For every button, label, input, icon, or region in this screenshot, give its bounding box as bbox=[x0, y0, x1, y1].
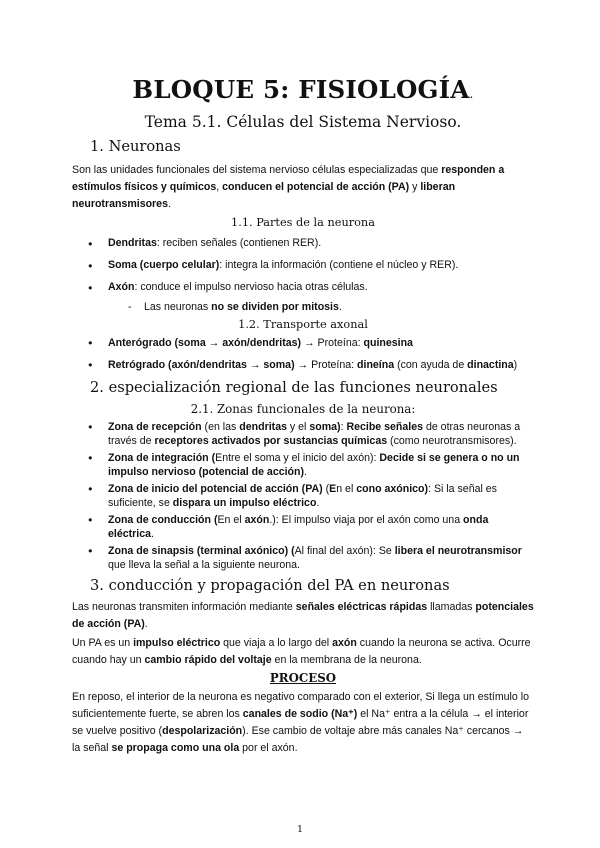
transporte-list bbox=[72, 336, 534, 372]
section-1-intro: Son las unidades funcionales del sistema nervioso células especializadas que responden a estímulos físicos y químicos, conducen el potencial de acción (PA) y liberan neurotransmisores. bbox=[72, 164, 505, 210]
partes-heading: 1.1. Partes de la neurona bbox=[231, 216, 375, 229]
list-item: ● Axón: conduce el impulso nervioso hacia otras células. bbox=[72, 279, 534, 296]
zonas-heading: 2.1. Zonas funcionales de la neurona: bbox=[190, 401, 416, 416]
zonas-list bbox=[72, 420, 534, 573]
list-item: ● Retrógrado (axón/dendritas → soma) → Proteína: dineína (con ayuda de dinactina) bbox=[72, 358, 534, 373]
section-3-heading: 3. conducción y propagación del PA en neuronas bbox=[90, 576, 450, 594]
section-3-paragraph-1: Las neuronas transmiten información mediante señales eléctricas rápidas llamadas potenciales de acción (PA). bbox=[72, 601, 534, 631]
main-title-text: BLOQUE 5: FISIOLOGÍA bbox=[132, 75, 470, 104]
main-title bbox=[72, 76, 534, 104]
section-1-heading: 1. Neuronas bbox=[90, 137, 181, 155]
list-item: ● Zona de integración (Entre el soma y el inicio del axón): Decide si se genera o no un impulso nervioso (potencial de acción). bbox=[72, 451, 534, 480]
main-title-dot: . bbox=[469, 87, 474, 101]
list-item: ● Zona de inicio del potencial de acción (PA) (En el cono axónico): Si la señal es suficiente, se dispara un impulso eléctrico. bbox=[72, 482, 534, 511]
list-item: ● Zona de sinapsis (terminal axónico) (Al final del axón): Se libera el neurotransmisor que lleva la señal a la siguiente neurona. bbox=[72, 544, 534, 573]
sub-list-item: - Las neuronas no se dividen por mitosis. bbox=[72, 299, 534, 316]
list-item: ● Dendritas: reciben señales (contienen RER). bbox=[72, 235, 534, 252]
subtitle: Tema 5.1. Células del Sistema Nervioso. bbox=[144, 113, 462, 132]
zonas-section bbox=[72, 402, 534, 573]
list-item: ● Soma (cuerpo celular): integra la información (contiene el núcleo y RER). bbox=[72, 257, 534, 274]
partes-list bbox=[72, 235, 534, 296]
list-item: ● Anterógrado (soma → axón/dendritas) → Proteína: quinesina bbox=[72, 336, 534, 351]
proceso-paragraph: En reposo, el interior de la neurona es negativo comparado con el exterior, Si llega un estímulo lo suficientemente fuerte, se abren los canales de sodio (Na⁺) el Na⁺ entra a la célula → el interior se vuelve positivo (despolarización). Ese cambio de voltaje abre más canales Na⁺ cercanos → la señal se propaga como una ola por el axón. bbox=[72, 691, 529, 755]
page-number: 1 bbox=[296, 824, 304, 835]
section-2-heading: 2. especialización regional de las funciones neuronales bbox=[90, 379, 498, 397]
partes-section bbox=[72, 216, 534, 316]
list-item: ● Zona de recepción (en las dendritas y el soma): Recibe señales de otras neuronas a través de receptores activados por sustancias químicas (como neurotransmisores). bbox=[72, 420, 534, 449]
proceso-heading: PROCESO bbox=[269, 671, 337, 686]
transporte-heading: 1.2. Transporte axonal bbox=[238, 317, 368, 331]
list-item: ● Zona de conducción (En el axón.): El impulso viaja por el axón como una onda eléctrica. bbox=[72, 513, 534, 542]
transporte-section bbox=[72, 318, 534, 373]
section-3-paragraph-2: Un PA es un impulso eléctrico que viaja a lo largo del axón cuando la neurona se activa. Ocurre cuando hay un cambio rápido del voltaje en la membrana de la neurona. bbox=[72, 637, 531, 667]
